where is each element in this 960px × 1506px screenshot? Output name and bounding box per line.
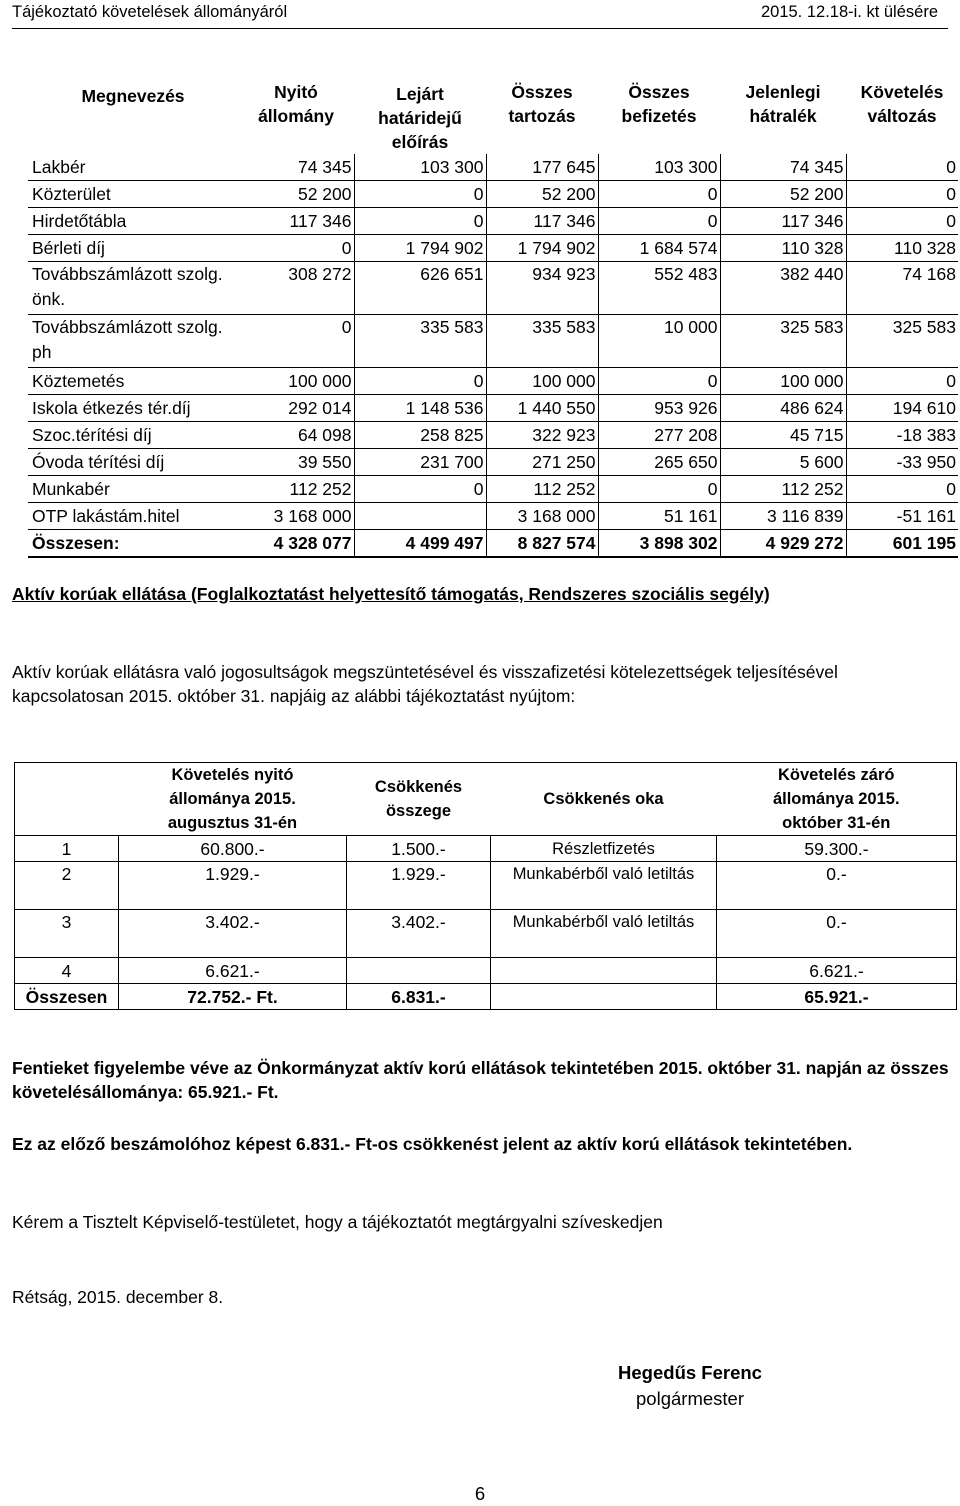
row-label: Köztemetés bbox=[28, 368, 238, 395]
reason-cell: Munkabérből való letiltás bbox=[491, 910, 717, 958]
table-cell: 194 610 bbox=[846, 395, 958, 422]
table-row bbox=[28, 154, 958, 181]
table2-total-row bbox=[15, 984, 957, 1010]
table-cell: -33 950 bbox=[846, 449, 958, 476]
table2-row bbox=[15, 910, 957, 958]
table-cell: 1 148 536 bbox=[354, 395, 486, 422]
row-label: Továbbszámlázott szolg. önk. bbox=[28, 262, 238, 315]
total-row bbox=[28, 530, 958, 558]
table-cell: 258 825 bbox=[354, 422, 486, 449]
table-row bbox=[28, 476, 958, 503]
table-cell: 308 272 bbox=[238, 262, 354, 315]
table-cell: 0 bbox=[598, 208, 720, 235]
table-cell: 322 923 bbox=[486, 422, 598, 449]
row-label: Iskola étkezés tér.díj bbox=[28, 395, 238, 422]
t2-col-header-index bbox=[15, 763, 119, 836]
table2-cell: 4 bbox=[15, 958, 119, 984]
table2-total-cell: 65.921.- bbox=[717, 984, 957, 1010]
receivables-table bbox=[28, 80, 958, 558]
table-row bbox=[28, 368, 958, 395]
table-cell: 74 345 bbox=[720, 154, 846, 181]
table-cell: 0 bbox=[354, 208, 486, 235]
table2-cell: 3 bbox=[15, 910, 119, 958]
col-header-name: Megnevezés bbox=[81, 86, 185, 106]
table2-row bbox=[15, 958, 957, 984]
table-cell: 292 014 bbox=[238, 395, 354, 422]
table-cell: 45 715 bbox=[720, 422, 846, 449]
table2-cell: 6.621.- bbox=[119, 958, 347, 984]
comparison-paragraph: Ez az előző beszámolóhoz képest 6.831.- Ft-os csökkenést jelent az aktív korú ellátások tekintetében. bbox=[12, 1134, 853, 1154]
table2-cell: 59.300.- bbox=[717, 836, 957, 862]
table-cell: 64 098 bbox=[238, 422, 354, 449]
row-label: Közterület bbox=[28, 181, 238, 208]
table-cell bbox=[354, 503, 486, 530]
table-cell: 117 346 bbox=[486, 208, 598, 235]
table2-header-row bbox=[15, 763, 957, 836]
table-cell: 0 bbox=[238, 315, 354, 368]
table-cell: 112 252 bbox=[238, 476, 354, 503]
table-cell: 100 000 bbox=[720, 368, 846, 395]
table-cell: 0 bbox=[354, 181, 486, 208]
table-cell: 0 bbox=[354, 368, 486, 395]
table-cell: 100 000 bbox=[486, 368, 598, 395]
reason-cell: Munkabérből való letiltás bbox=[491, 862, 717, 910]
table-cell: 1 684 574 bbox=[598, 235, 720, 262]
table-cell: 117 346 bbox=[720, 208, 846, 235]
table2-cell: 1 bbox=[15, 836, 119, 862]
t2-col-header-decrease: Csökkenés összege bbox=[347, 763, 491, 836]
reason-cell bbox=[491, 958, 717, 984]
table-cell: 3 168 000 bbox=[486, 503, 598, 530]
col-header-opening: Nyitó állomány bbox=[258, 82, 334, 126]
table-row bbox=[28, 449, 958, 476]
table-row bbox=[28, 181, 958, 208]
conclusion-paragraph: Fentieket figyelembe véve az Önkormányzat aktív korú ellátások tekintetében 2015. október 31. napján az összes követelésállománya: 65.921.- Ft. bbox=[12, 1058, 949, 1102]
row-label: Óvoda térítési díj bbox=[28, 449, 238, 476]
table-row bbox=[28, 315, 958, 368]
row-label: Szoc.térítési díj bbox=[28, 422, 238, 449]
table-cell: 74 168 bbox=[846, 262, 958, 315]
table2-cell bbox=[347, 958, 491, 984]
table2-cell: 0.- bbox=[717, 862, 957, 910]
table2-cell: 1.500.- bbox=[347, 836, 491, 862]
table-cell: 0 bbox=[238, 235, 354, 262]
total-cell: 4 499 497 bbox=[354, 530, 486, 558]
col-header-payments: Összes befizetés bbox=[621, 82, 697, 126]
row-label: Bérleti díj bbox=[28, 235, 238, 262]
table-cell: 0 bbox=[598, 181, 720, 208]
table2-cell: 3.402.- bbox=[119, 910, 347, 958]
place-date: Rétság, 2015. december 8. bbox=[12, 1287, 224, 1307]
table-cell: 51 161 bbox=[598, 503, 720, 530]
table-row bbox=[28, 422, 958, 449]
table-cell: 177 645 bbox=[486, 154, 598, 181]
total-cell: 3 898 302 bbox=[598, 530, 720, 558]
table-cell: 52 200 bbox=[720, 181, 846, 208]
table-cell: 325 583 bbox=[720, 315, 846, 368]
total-cell: 4 328 077 bbox=[238, 530, 354, 558]
row-label: Továbbszámlázott szolg. ph bbox=[28, 315, 238, 368]
page-number: 6 bbox=[474, 1483, 486, 1504]
table-cell: 1 440 550 bbox=[486, 395, 598, 422]
table-cell: 74 345 bbox=[238, 154, 354, 181]
table2-cell: 2 bbox=[15, 862, 119, 910]
table-cell: 0 bbox=[846, 368, 958, 395]
table-cell: -51 161 bbox=[846, 503, 958, 530]
table-cell: 934 923 bbox=[486, 262, 598, 315]
table-row bbox=[28, 395, 958, 422]
signature-block bbox=[570, 1360, 810, 1412]
row-label: Lakbér bbox=[28, 154, 238, 181]
table-cell: 335 583 bbox=[354, 315, 486, 368]
table2-cell: 3.402.- bbox=[347, 910, 491, 958]
header-meeting-date: 2015. 12.18-i. kt ülésére bbox=[760, 3, 938, 21]
table-cell: 0 bbox=[846, 208, 958, 235]
signature-title: polgármester bbox=[636, 1388, 744, 1409]
t2-col-header-closing: Követelés záró állománya 2015. október 31-én bbox=[717, 763, 957, 836]
table-cell: 110 328 bbox=[720, 235, 846, 262]
table-cell: 112 252 bbox=[486, 476, 598, 503]
table2-cell: 0.- bbox=[717, 910, 957, 958]
table-cell: 0 bbox=[846, 154, 958, 181]
table-row bbox=[28, 208, 958, 235]
table-cell: 626 651 bbox=[354, 262, 486, 315]
table-cell: 5 600 bbox=[720, 449, 846, 476]
table2-row bbox=[15, 836, 957, 862]
table-cell: 382 440 bbox=[720, 262, 846, 315]
table2-cell: 6.621.- bbox=[717, 958, 957, 984]
table-cell: 112 252 bbox=[720, 476, 846, 503]
table-cell: 10 000 bbox=[598, 315, 720, 368]
table-cell: 103 300 bbox=[598, 154, 720, 181]
section-title: Aktív korúak ellátása (Foglalkoztatást helyettesítő támogatás, Rendszeres szociális segély) bbox=[12, 584, 770, 604]
table2-row bbox=[15, 862, 957, 910]
col-header-change: Követelés változás bbox=[860, 82, 944, 126]
total-label: Összesen: bbox=[28, 530, 238, 558]
table-cell: 39 550 bbox=[238, 449, 354, 476]
table2-cell: 1.929.- bbox=[119, 862, 347, 910]
table2-cell: 1.929.- bbox=[347, 862, 491, 910]
total-cell: 4 929 272 bbox=[720, 530, 846, 558]
table-row bbox=[28, 235, 958, 262]
table-cell: 953 926 bbox=[598, 395, 720, 422]
signature-name: Hegedűs Ferenc bbox=[618, 1362, 762, 1383]
table-cell: 1 794 902 bbox=[486, 235, 598, 262]
row-label: Munkabér bbox=[28, 476, 238, 503]
table-cell: 0 bbox=[846, 476, 958, 503]
row-label: Hirdetőtábla bbox=[28, 208, 238, 235]
table2-total-cell bbox=[491, 984, 717, 1010]
table-cell: 117 346 bbox=[238, 208, 354, 235]
table-row bbox=[28, 503, 958, 530]
table-cell: 231 700 bbox=[354, 449, 486, 476]
table2-total-cell: 72.752.- Ft. bbox=[119, 984, 347, 1010]
table-cell: 325 583 bbox=[846, 315, 958, 368]
table-cell: 100 000 bbox=[238, 368, 354, 395]
intro-paragraph: Aktív korúak ellátásra való jogosultságok megszüntetésével és visszafizetési kötelezettségek teljesítésével kapcsolatosan 2015. október 31. napjáig az alábbi tájékoztatást nyújtom: bbox=[12, 662, 838, 706]
table-cell: 0 bbox=[354, 476, 486, 503]
table-cell: 0 bbox=[598, 368, 720, 395]
table-cell: 0 bbox=[846, 181, 958, 208]
table-cell: 486 624 bbox=[720, 395, 846, 422]
table-cell: 552 483 bbox=[598, 262, 720, 315]
table-cell: 335 583 bbox=[486, 315, 598, 368]
request-paragraph: Kérem a Tisztelt Képviselő-testületet, hogy a tájékoztatót megtárgyalni szíveskedjen bbox=[12, 1212, 663, 1232]
table-cell: 3 168 000 bbox=[238, 503, 354, 530]
table-cell: 0 bbox=[598, 476, 720, 503]
page-header bbox=[12, 0, 948, 29]
table-row bbox=[28, 262, 958, 315]
table2-total-cell: 6.831.- bbox=[347, 984, 491, 1010]
row-label: OTP lakástám.hitel bbox=[28, 503, 238, 530]
col-header-total-debt: Összes tartozás bbox=[508, 82, 576, 126]
table-cell: 277 208 bbox=[598, 422, 720, 449]
col-header-overdue: Lejárt határidejű előírás bbox=[378, 84, 462, 152]
table2-cell: 60.800.- bbox=[119, 836, 347, 862]
table-cell: 52 200 bbox=[486, 181, 598, 208]
total-cell: 8 827 574 bbox=[486, 530, 598, 558]
t2-col-header-opening: Követelés nyitó állománya 2015. augusztus 31-én bbox=[119, 763, 347, 836]
t2-col-header-reason: Csökkenés oka bbox=[491, 763, 717, 836]
table-cell: 1 794 902 bbox=[354, 235, 486, 262]
table-header-row bbox=[28, 80, 958, 154]
table-cell: 110 328 bbox=[846, 235, 958, 262]
col-header-arrears: Jelenlegi hátralék bbox=[745, 82, 821, 126]
reason-cell: Részletfizetés bbox=[491, 836, 717, 862]
total-cell: 601 195 bbox=[846, 530, 958, 558]
table2-total-label: Összesen bbox=[15, 984, 119, 1010]
table-cell: -18 383 bbox=[846, 422, 958, 449]
table-cell: 271 250 bbox=[486, 449, 598, 476]
table-cell: 265 650 bbox=[598, 449, 720, 476]
table-cell: 3 116 839 bbox=[720, 503, 846, 530]
table-cell: 52 200 bbox=[238, 181, 354, 208]
active-age-receivables-table bbox=[14, 762, 957, 1010]
header-title: Tájékoztató követelések állományáról bbox=[12, 3, 288, 21]
table-cell: 103 300 bbox=[354, 154, 486, 181]
